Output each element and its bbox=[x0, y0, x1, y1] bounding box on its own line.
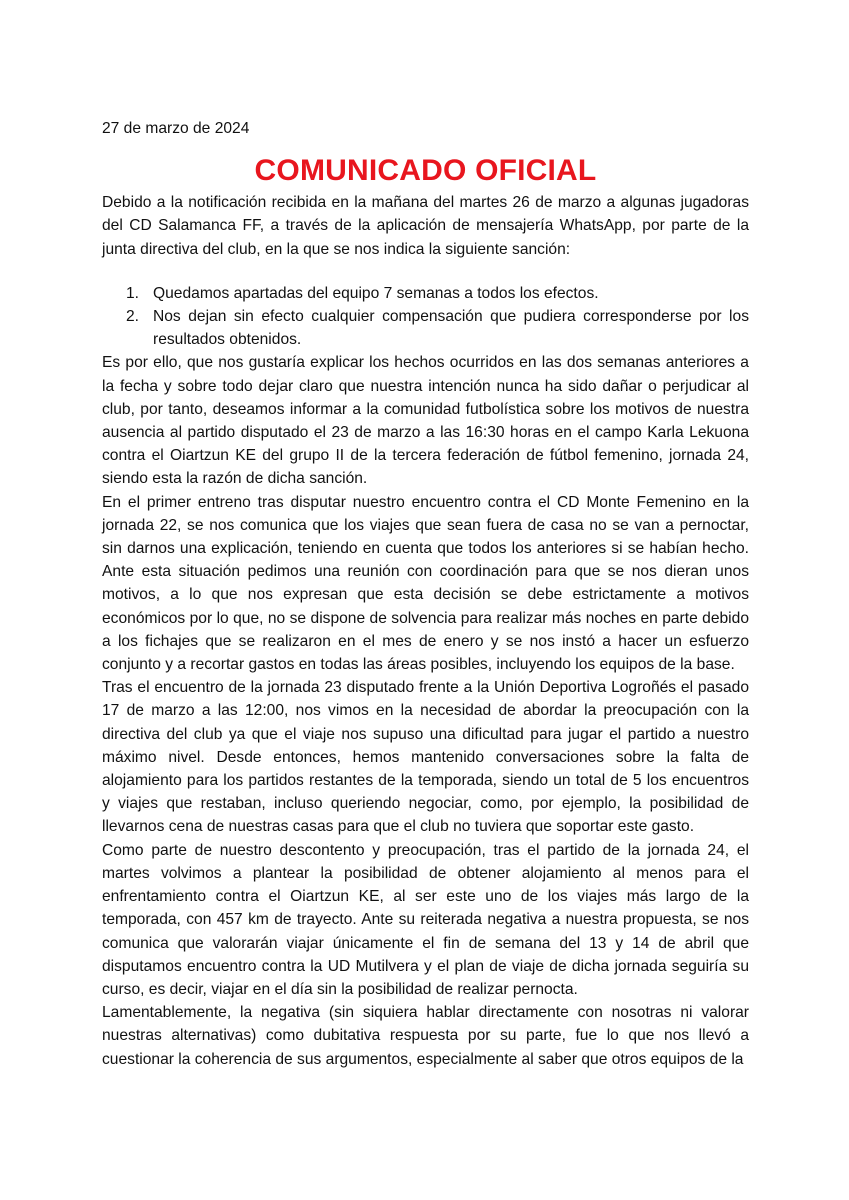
list-item bbox=[126, 282, 749, 305]
body-paragraph: Es por ello, que nos gustaría explicar los hechos ocurridos en las dos semanas anteriores a la fecha y sobre todo dejar claro que nuestra intención nunca ha sido dañar o perjudicar al club, por tanto, deseamos informar a la comunidad futbolística sobre los motivos de nuestra ausencia al partido disputado el 23 de marzo a las 16:30 horas en el campo Karla Lekuona contra el Oiartzun KE del grupo II de la tercera federación de fútbol femenino, jornada 24, siendo esta la razón de dicha sanción. bbox=[102, 354, 749, 488]
list-item bbox=[126, 305, 749, 351]
intro-paragraph: Debido a la notificación recibida en la mañana del martes 26 de marzo a algunas jugadoras del CD Salamanca FF, a través de la aplicación de mensajería WhatsApp, por parte de la junta directiva del club, en la que se nos indica la siguiente sanción: bbox=[102, 194, 749, 258]
sanctions-list bbox=[102, 282, 749, 352]
body-paragraph: Lamentablemente, la negativa (sin siquiera hablar directamente con nosotras ni valorar nuestras alternativas) como dubitativa respuesta por su parte, fue lo que nos llevó a cuestionar la coherencia de sus argumentos, especialmente al saber que otros equipos de la bbox=[102, 1004, 749, 1068]
list-item-number: 1. bbox=[126, 284, 140, 302]
document-body bbox=[102, 117, 749, 1071]
document-date: 27 de marzo de 2024 bbox=[102, 120, 250, 137]
document-title: COMUNICADO OFICIAL bbox=[254, 154, 597, 188]
body-paragraph: En el primer entreno tras disputar nuestro encuentro contra el CD Monte Femenino en la jornada 22, se nos comunica que los viajes que sean fuera de casa no se van a pernoctar, sin darnos una explicación, teniendo en cuenta que todos los anteriores si se habían hecho. Ante esta situación pedimos una reunión con coordinación para que se nos dieran unos motivos, a lo que nos expresan que esta decisión se debe estrictamente a motivos económicos por lo que, no se dispone de solvencia para realizar más noches en parte debido a los fichajes que se realizaron en el mes de enero y se nos instó a hacer un esfuerzo conjunto y a recortar gastos en todas las áreas posibles, incluyendo los equipos de la base. bbox=[102, 493, 749, 674]
body-paragraph: Tras el encuentro de la jornada 23 disputado frente a la Unión Deportiva Logroñés el pasado 17 de marzo a las 12:00, nos vimos en la necesidad de abordar la preocupación con la directiva del club ya que el viaje nos supuso una dificultad para jugar el partido a nuestro máximo nivel. Desde entonces, hemos mantenido conversaciones sobre la falta de alojamiento para los partidos restantes de la temporada, siendo un total de 5 los encuentros y viajes que restaban, incluso queriendo negociar, como, por ejemplo, la posibilidad de llevarnos cena de nuestras casas para que el club no tuviera que soportar este gasto. bbox=[102, 679, 749, 836]
list-item-text: Nos dejan sin efecto cualquier compensación que pudiera corresponderse por los resultados obtenidos. bbox=[153, 308, 749, 349]
list-item-text: Quedamos apartadas del equipo 7 semanas a todos los efectos. bbox=[153, 284, 599, 302]
list-item-number: 2. bbox=[126, 308, 140, 326]
body-paragraph: Como parte de nuestro descontento y preocupación, tras el partido de la jornada 24, el martes volvimos a plantear la posibilidad de obtener alojamiento al menos para el enfrentamiento contra el Oiartzun KE, al ser este uno de los viajes más largo de la temporada, con 457 km de trayecto. Ante su reiterada negativa a nuestra propuesta, se nos comunica que valorarán viajar únicamente el fin de semana del 13 y 14 de abril que disputamos encuentro contra la UD Mutilvera y el plan de viaje de dicha jornada seguiría su curso, es decir, viajar en el día sin la posibilidad de realizar pernocta. bbox=[102, 841, 749, 998]
